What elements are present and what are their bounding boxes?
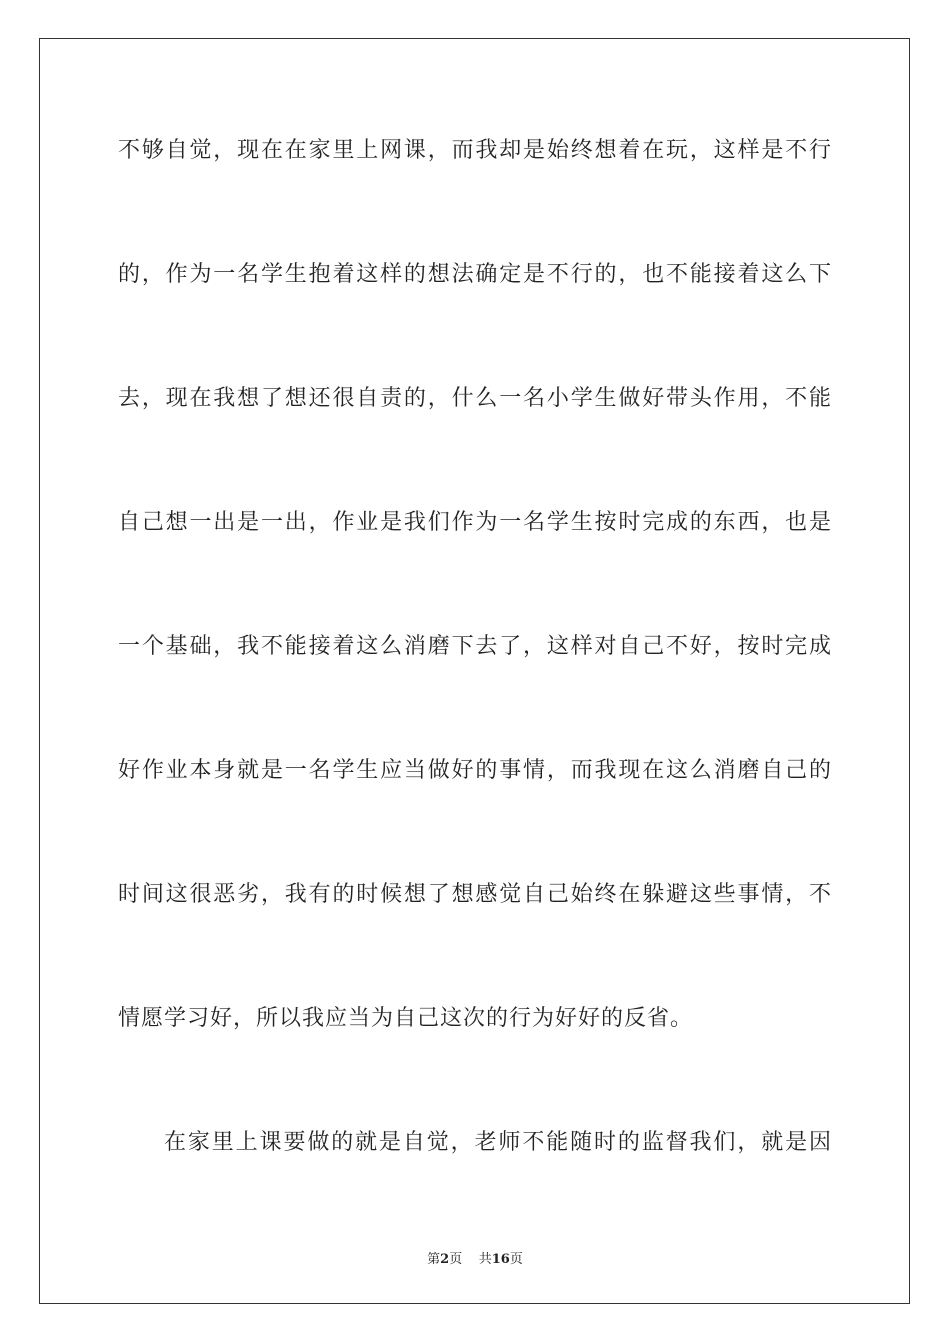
text-line-9: 在家里上课要做的就是自觉，老师不能随时的监督我们，就是因 [164, 1130, 832, 1155]
text-line-8: 情愿学习好，所以我应当为自己这次的行为好好的反省。 [118, 1006, 694, 1031]
page-border [39, 38, 910, 1304]
text-line-4: 自己想一出是一出，作业是我们作为一名学生按时完成的东西，也是 [118, 510, 832, 535]
footer-page-suffix: 页 [449, 1252, 463, 1267]
footer-total-suffix: 页 [509, 1252, 523, 1267]
footer-total-prefix: 共 [478, 1252, 492, 1267]
footer-page-number: 2 [440, 1252, 450, 1267]
text-line-6: 好作业本身就是一名学生应当做好的事情，而我现在这么消磨自己的 [118, 758, 832, 783]
text-line-7: 时间这很恶劣，我有的时候想了想感觉自己始终在躲避这些事情，不 [118, 882, 832, 907]
footer-page-prefix: 第 [427, 1252, 441, 1267]
text-line-1: 不够自觉，现在在家里上网课，而我却是始终想着在玩，这样是不行 [118, 138, 832, 163]
text-line-2: 的，作为一名学生抱着这样的想法确定是不行的，也不能接着这么下 [118, 262, 832, 287]
text-line-5: 一个基础，我不能接着这么消磨下去了，这样对自己不好，按时完成 [118, 634, 832, 659]
text-line-3: 去，现在我想了想还很自责的，什么一名小学生做好带头作用，不能 [118, 386, 832, 411]
page-footer [0, 1248, 950, 1267]
footer-total-pages: 16 [491, 1252, 510, 1267]
